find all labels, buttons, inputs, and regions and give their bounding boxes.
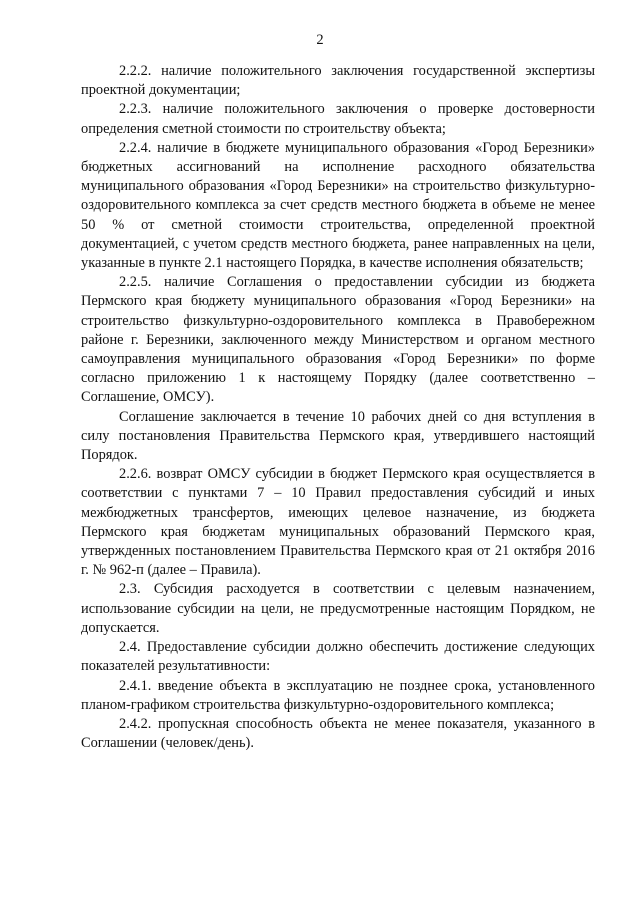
paragraph-2-2-2: 2.2.2. наличие положительного заключения государственной экспертизы проектной документации; <box>81 63 595 99</box>
paragraph-2-3: 2.3. Субсидия расходуется в соответствии с целевым назначением, использование субсидии на цели, не предусмотренные настоящим Порядком, не допускается. <box>81 581 595 636</box>
paragraph-2-2-3: 2.2.3. наличие положительного заключения о проверке достоверности определения сметной стоимости по строительству объекта; <box>81 101 595 137</box>
page-number: 2 <box>316 32 324 48</box>
paragraph-2-2-4: 2.2.4. наличие в бюджете муниципального образования «Город Березники» бюджетных ассигнований на исполнение расходного обязательства муниципального образования «Город Березники» на строительство физкультурно-оздоровительного комплекса за счет средств местного бюджета в объеме не менее 50 % от сметной стоимости строительства, определенной проектной документацией, с учетом средств местного бюджета, ранее направленных на цели, указанные в пункте 2.1 настоящего Порядка, в качестве исполнения обязательств; <box>81 139 595 272</box>
paragraph-2-2-6: 2.2.6. возврат ОМСУ субсидии в бюджет Пермского края осуществляется в соответствии с пунктами 7 – 10 Правил предоставления субсидий и иных межбюджетных трансфертов, имеющих целевое назначение, из бюджета Пермского края бюджетам муниципальных образований Пермского края, утвержденных постановлением Правительства Пермского края от 21 октября 2016 г. № 962-п (далее – Правила). <box>81 466 595 579</box>
paragraph-2-2-5: 2.2.5. наличие Соглашения о предоставлении субсидии из бюджета Пермского края бюджету муниципального образования «Город Березники» на строительство физкультурно-оздоровительного комплекса в Правобережном районе г. Березники, заключенного между Министерством и органом местного самоуправления муниципального образования «Город Березники» по форме согласно приложению 1 к настоящему Порядку (далее соответственно – Соглашение, ОМСУ). <box>81 274 595 406</box>
paragraph-2-4-1: 2.4.1. введение объекта в эксплуатацию не позднее срока, установленного планом-графиком строительства физкультурно-оздоровительного комплекса; <box>81 677 595 713</box>
paragraph-2-4: 2.4. Предоставление субсидии должно обеспечить достижение следующих показателей результативности: <box>81 639 595 675</box>
paragraph-2-4-2: 2.4.2. пропускная способность объекта не менее показателя, указанного в Соглашении (человек/день). <box>81 715 595 752</box>
document-body <box>81 62 595 753</box>
paragraph-agreement-term: Соглашение заключается в течение 10 рабочих дней со дня вступления в силу постановления Правительства Пермского края, утвердившего настоящий Порядок. <box>81 408 595 464</box>
